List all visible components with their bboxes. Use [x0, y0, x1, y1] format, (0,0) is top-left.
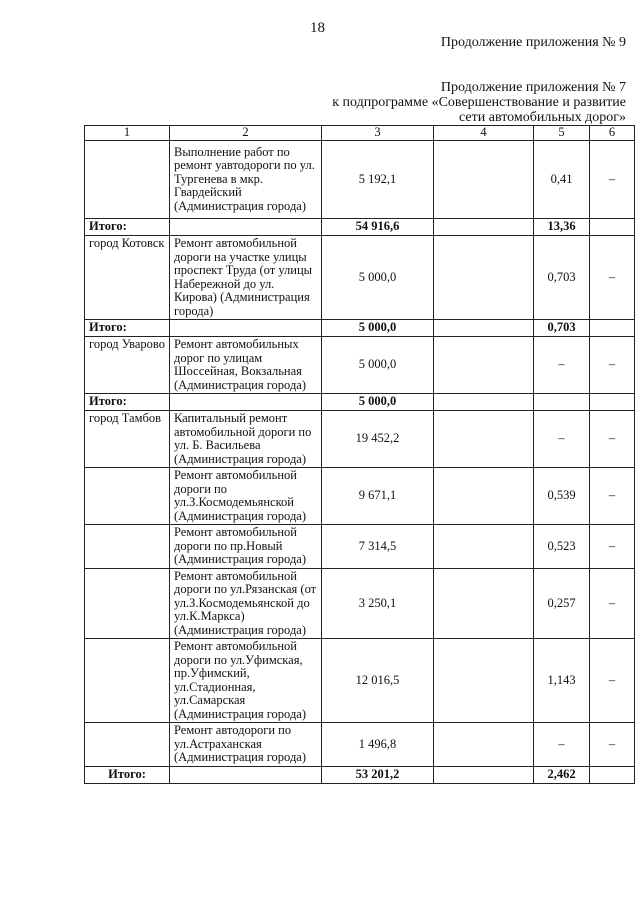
cell-municipality — [85, 568, 170, 639]
table-row — [85, 468, 635, 525]
total-label: Итого: — [85, 766, 170, 783]
cell-amount: 1 496,8 — [322, 723, 434, 767]
table-row — [85, 525, 635, 569]
data-table — [84, 125, 635, 784]
cell-amount: 5 192,1 — [322, 141, 434, 219]
cell-col6 — [590, 219, 635, 236]
cell-col6: – — [590, 468, 635, 525]
cell-col4 — [434, 411, 534, 468]
col-header-2: 2 — [170, 126, 322, 141]
cell-length: 0,41 — [534, 141, 590, 219]
cell-col6 — [590, 320, 635, 337]
cell-col4 — [434, 320, 534, 337]
total-row — [85, 766, 635, 783]
cell-length: 0,257 — [534, 568, 590, 639]
total-row — [85, 320, 635, 337]
total-label: Итого: — [85, 219, 170, 236]
cell-length: 1,143 — [534, 639, 590, 723]
table-row — [85, 411, 635, 468]
cell-work-description: Выполнение работ по ремонт уавтодороги по ул. Тургенева в мкр. Гвардейский (Администрация города) — [170, 141, 322, 219]
cell-col6: – — [590, 236, 635, 320]
cell-col4 — [434, 236, 534, 320]
appendix-header — [332, 80, 626, 125]
cell-col6: – — [590, 639, 635, 723]
cell-col4 — [434, 141, 534, 219]
cell-amount: 5 000,0 — [322, 236, 434, 320]
col-header-1: 1 — [85, 126, 170, 141]
cell-col6: – — [590, 337, 635, 394]
col-header-5: 5 — [534, 126, 590, 141]
total-row — [85, 394, 635, 411]
cell-col6: – — [590, 525, 635, 569]
table-row — [85, 236, 635, 320]
cell-municipality — [85, 723, 170, 767]
col-header-6: 6 — [590, 126, 635, 141]
cell-col4 — [434, 219, 534, 236]
cell-work-description: Ремонт автомобильной дороги по ул.З.Космодемьянской (Администрация города) — [170, 468, 322, 525]
cell-municipality: город Уварово — [85, 337, 170, 394]
cell-col4 — [434, 639, 534, 723]
header-line-3: сети автомобильных дорог» — [459, 110, 626, 125]
cell-work-description: Ремонт автомобильной дороги на участке улицы проспект Труда (от улицы Набережной до ул. Кирова) (Администрация города) — [170, 236, 322, 320]
total-length: 0,703 — [534, 320, 590, 337]
cell-municipality — [85, 525, 170, 569]
cell-work-description: Ремонт автодороги по ул.Астраханская (Администрация города) — [170, 723, 322, 767]
page-number: 18 — [310, 20, 325, 36]
col-header-4: 4 — [434, 126, 534, 141]
cell-col6 — [590, 766, 635, 783]
cell-work-description — [170, 320, 322, 337]
total-label: Итого: — [85, 320, 170, 337]
cell-amount: 5 000,0 — [322, 337, 434, 394]
cell-col4 — [434, 468, 534, 525]
cell-municipality: город Котовск — [85, 236, 170, 320]
total-label: Итого: — [85, 394, 170, 411]
col-header-3: 3 — [322, 126, 434, 141]
total-amount: 53 201,2 — [322, 766, 434, 783]
column-number-row — [85, 126, 635, 141]
cell-amount: 12 016,5 — [322, 639, 434, 723]
cell-work-description: Ремонт автомобильной дороги по ул.Рязанская (от ул.З.Космодемьянской до ул.К.Маркса) (Администрация города) — [170, 568, 322, 639]
cell-work-description — [170, 394, 322, 411]
cell-amount: 3 250,1 — [322, 568, 434, 639]
cell-col4 — [434, 766, 534, 783]
cell-length: 0,523 — [534, 525, 590, 569]
cell-work-description: Ремонт автомобильной дороги по пр.Новый (Администрация города) — [170, 525, 322, 569]
cell-municipality — [85, 468, 170, 525]
cell-work-description — [170, 219, 322, 236]
cell-amount: 7 314,5 — [322, 525, 434, 569]
cell-col4 — [434, 723, 534, 767]
cell-col6: – — [590, 568, 635, 639]
total-amount: 5 000,0 — [322, 394, 434, 411]
cell-col6 — [590, 394, 635, 411]
cell-col4 — [434, 337, 534, 394]
total-length: 2,462 — [534, 766, 590, 783]
cell-col6: – — [590, 723, 635, 767]
cell-col4 — [434, 394, 534, 411]
total-length — [534, 394, 590, 411]
header-line-1: Продолжение приложения № 7 — [440, 80, 626, 95]
cell-col4 — [434, 525, 534, 569]
table-row — [85, 639, 635, 723]
cell-municipality — [85, 639, 170, 723]
cell-work-description: Капитальный ремонт автомобильной дороги по ул. Б. Васильева (Администрация города) — [170, 411, 322, 468]
total-row — [85, 219, 635, 236]
table-row — [85, 141, 635, 219]
total-amount: 54 916,6 — [322, 219, 434, 236]
table-row — [85, 723, 635, 767]
cell-length: – — [534, 337, 590, 394]
total-amount: 5 000,0 — [322, 320, 434, 337]
cell-length: – — [534, 723, 590, 767]
cell-work-description: Ремонт автомобильных дорог по улицам Шоссейная, Вокзальная (Администрация города) — [170, 337, 322, 394]
cell-amount: 19 452,2 — [322, 411, 434, 468]
cell-col4 — [434, 568, 534, 639]
cell-municipality: город Тамбов — [85, 411, 170, 468]
total-length: 13,36 — [534, 219, 590, 236]
cell-work-description — [170, 766, 322, 783]
cell-length: 0,703 — [534, 236, 590, 320]
cell-amount: 9 671,1 — [322, 468, 434, 525]
cell-work-description: Ремонт автомобильной дороги по ул.Уфимская, пр.Уфимский, ул.Стадионная, ул.Самарская (Администрация города) — [170, 639, 322, 723]
cell-col6: – — [590, 141, 635, 219]
cell-length: – — [534, 411, 590, 468]
continuation-note: Продолжение приложения № 9 — [440, 35, 626, 50]
cell-length: 0,539 — [534, 468, 590, 525]
cell-municipality — [85, 141, 170, 219]
cell-col6: – — [590, 411, 635, 468]
header-line-2: к подпрограмме «Совершенствование и развитие — [332, 95, 626, 110]
table-row — [85, 337, 635, 394]
table-row — [85, 568, 635, 639]
